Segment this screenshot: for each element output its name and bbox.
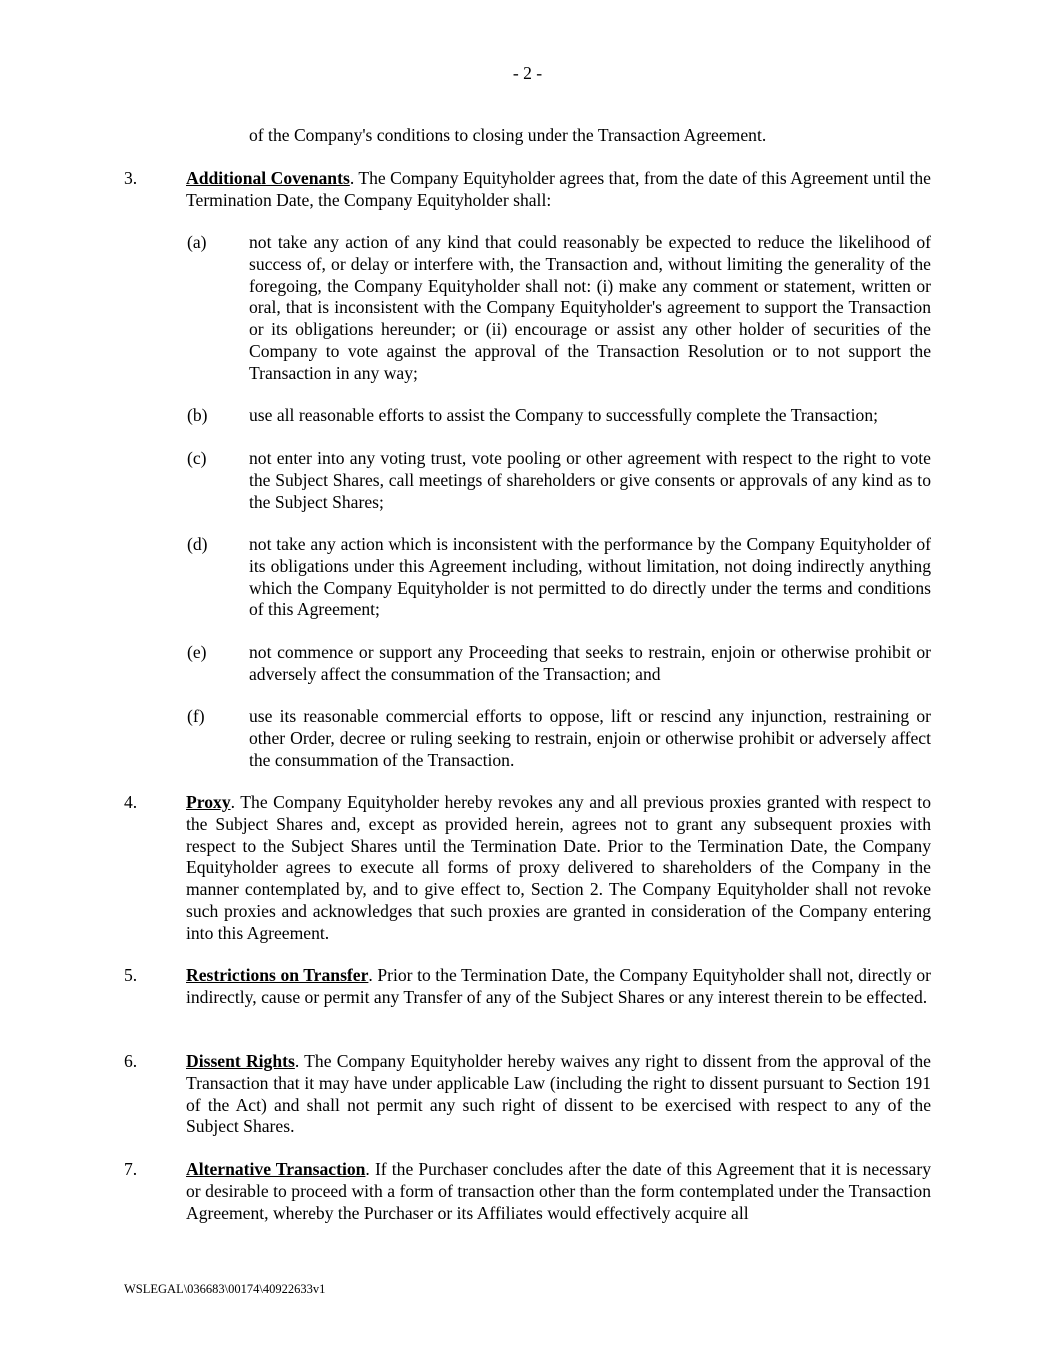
section-number: 7. xyxy=(124,1159,138,1179)
subsection-text: not take any action which is inconsistent with the performance by the Company Equityholder of its obligations under this Agreement including, without limitation, not doing indirectly anything which the Company Equityholder is not permitted to do directly under the terms and conditions of this Agreement; xyxy=(249,534,931,620)
section-text: . The Company Equityholder hereby waives any right to dissent from the approval of the Transaction that it may have under applicable Law (including the right to dissent pursuant to Section 191 of the Act) and shall not permit any such right of dissent to be exercised with respect to any of the Subject Shares. xyxy=(186,1051,931,1137)
subsection-label: (b) xyxy=(187,405,208,425)
section-heading: Additional Covenants xyxy=(186,168,350,188)
subsection-text: not take any action of any kind that could reasonably be expected to reduce the likelihood of success of, or delay or interfere with, the Transaction and, without limiting the generality of the foregoing, the Company Equityholder shall not: (i) make any comment or statement, written or oral, that is inconsistent with the Company Equityholder's agreement to support the Transaction or its obligations hereunder; or (ii) encourage or assist any other holder of securities of the Company to vote against the approval of the Transaction Resolution or to not support the Transaction in any way; xyxy=(249,232,931,383)
subsection-text: not enter into any voting trust, vote pooling or other agreement with respect to the right to vote the Subject Shares, call meetings of shareholders or give consents or approvals of any kind as to the Subject Shares; xyxy=(249,448,931,512)
section-text: . Prior to the Termination Date, the Company Equityholder shall not, directly or indirectly, cause or permit any Transfer of any of the Subject Shares or any interest therein to be effected. xyxy=(186,965,932,1007)
section-body xyxy=(186,965,931,1009)
subsection-label: (d) xyxy=(187,534,208,554)
subsection-text: not commence or support any Proceeding that seeks to restrain, enjoin or otherwise prohibit or adversely affect the consummation of the Transaction; and xyxy=(249,642,931,684)
section-heading: Dissent Rights xyxy=(186,1051,295,1071)
page-number: - 2 - xyxy=(512,63,543,83)
section-text: . The Company Equityholder agrees that, from the date of this Agreement until the Termination Date, the Company Equityholder shall: xyxy=(186,168,931,210)
continuation-text: of the Company's conditions to closing under the Transaction Agreement. xyxy=(249,125,767,145)
section-number: 6. xyxy=(124,1051,138,1071)
section-number: 4. xyxy=(124,792,138,812)
subsection-label: (e) xyxy=(187,642,207,662)
subsection-text: use its reasonable commercial efforts to oppose, lift or rescind any injunction, restraining or other Order, decree or ruling seeking to restrain, enjoin or otherwise prohibit or adversely affect the consummation of the Transaction. xyxy=(249,706,931,770)
section-body xyxy=(186,1051,931,1138)
section-heading: Proxy xyxy=(186,792,231,812)
section-text: . If the Purchaser concludes after the date of this Agreement that it is necessary or desirable to proceed with a form of transaction other than the form contemplated under the Transaction Agreement, whereby the Purchaser or its Affiliates would effectively acquire all xyxy=(186,1159,932,1223)
section-body xyxy=(186,1159,931,1224)
section-heading: Alternative Transaction xyxy=(186,1159,366,1179)
section-heading: Restrictions on Transfer xyxy=(186,965,369,985)
subsection-label: (c) xyxy=(187,448,207,468)
document-footer-id: WSLEGAL\036683\00174\40922633v1 xyxy=(124,1282,326,1296)
subsection-text: use all reasonable efforts to assist the Company to successfully complete the Transaction; xyxy=(249,405,879,425)
section-body xyxy=(186,792,931,945)
section-number: 3. xyxy=(124,168,138,188)
subsection-label: (a) xyxy=(187,232,207,252)
subsection-label: (f) xyxy=(187,706,205,726)
section-body xyxy=(186,168,931,212)
section-text: . The Company Equityholder hereby revokes any and all previous proxies granted with respect to the Subject Shares and, except as provided herein, agrees not to grant any subsequent proxies with respect to the Subject Shares until the Termination Date. Prior to the Termination Date, the Company Equityholder agrees to execute all forms of proxy delivered to shareholders of the Company in the manner contemplated by, and to give effect to, Section 2. The Company Equityholder shall not revoke such proxies and acknowledges that such proxies are granted in consideration of the Company entering into this Agreement. xyxy=(186,792,931,943)
section-number: 5. xyxy=(124,965,138,985)
